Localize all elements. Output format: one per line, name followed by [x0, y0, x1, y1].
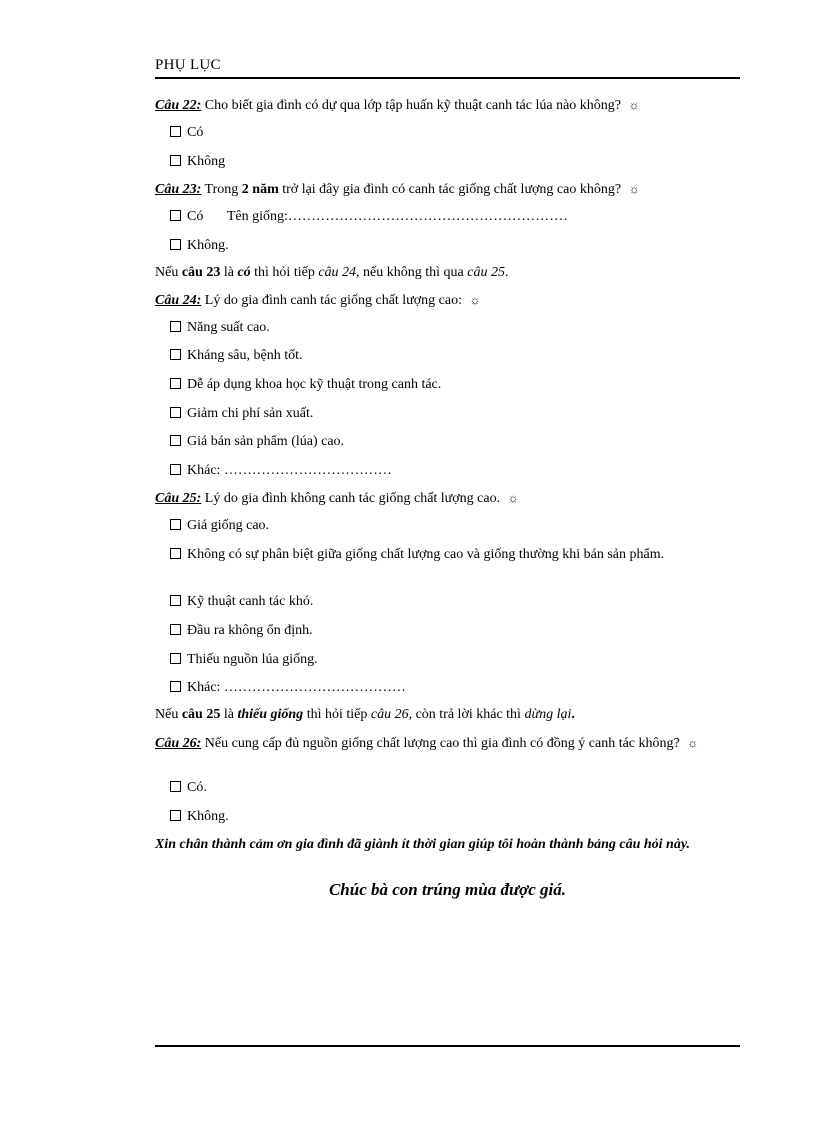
option-label: Giảm chi phí sản xuất. [187, 406, 314, 421]
option-label: Không [187, 154, 226, 169]
option-label: Khác: ……………………………… [187, 463, 392, 478]
option-label: Có [187, 125, 204, 140]
question-22 [155, 96, 740, 115]
option-label: Có. [187, 780, 207, 795]
note-text: là [223, 265, 234, 280]
option-label: Năng suất cao. [187, 320, 270, 335]
variety-name-field[interactable]: Tên giống:…………………………………………………… [226, 209, 568, 224]
note-text: có [237, 265, 251, 280]
question-24 [155, 291, 740, 310]
q25-option[interactable] [170, 622, 313, 640]
footer-rule [155, 1045, 740, 1047]
note-text: thì hỏi tiếp [306, 707, 368, 722]
note-text: thì hỏi tiếp [254, 265, 315, 280]
q22-option-khong[interactable] [170, 153, 225, 171]
q25-option[interactable] [170, 593, 313, 611]
checkbox-icon[interactable] [170, 653, 181, 664]
note-text: câu 25 [467, 265, 505, 280]
checkbox-icon[interactable] [170, 239, 181, 250]
checkbox-icon[interactable] [170, 435, 181, 446]
q24-option[interactable] [170, 347, 302, 365]
option-label: Khác: ………………………………… [187, 680, 406, 695]
checkbox-icon[interactable] [170, 624, 181, 635]
sun-marker-icon: ☼ [469, 293, 481, 307]
thank-you-note: Xin chân thành cảm ơn gia đình đã giành ít thời gian giúp tôi hoàn thành bảng câu hỏi này. [155, 837, 691, 852]
option-label: Thiếu nguồn lúa giống. [187, 652, 318, 667]
question-22-text: Cho biết gia đình có dự qua lớp tập huấn kỹ thuật canh tác lúa nào không? [204, 98, 622, 113]
q24-option[interactable] [170, 376, 441, 394]
closing-wish: Chúc bà con trúng mùa được giá. [328, 880, 567, 899]
option-label: Có [187, 209, 204, 224]
q25-option[interactable] [170, 517, 269, 535]
checkbox-icon[interactable] [170, 595, 181, 606]
q25-option[interactable] [170, 651, 318, 669]
checkbox-icon[interactable] [170, 519, 181, 530]
checkbox-icon[interactable] [170, 407, 181, 418]
header-rule [155, 77, 740, 79]
note-text: dừng lại [524, 707, 572, 722]
option-label: Không. [187, 238, 229, 253]
question-26 [155, 734, 740, 753]
question-24-label: Câu 24: [155, 293, 202, 308]
question-25-text: Lý do gia đình không canh tác giống chất lượng cao. [204, 491, 501, 506]
q25-option[interactable] [155, 546, 740, 564]
q23-option-co[interactable] [170, 208, 568, 226]
option-label: Giá bán sản phẩm (lúa) cao. [187, 434, 345, 449]
checkbox-icon[interactable] [170, 548, 181, 559]
checkbox-icon[interactable] [170, 349, 181, 360]
option-label: Kháng sâu, bệnh tốt. [187, 348, 303, 363]
question-23-emphasis: 2 năm [241, 182, 279, 197]
q25-option-other[interactable] [170, 679, 406, 697]
note-text: câu 24 [318, 265, 357, 280]
checkbox-icon[interactable] [170, 210, 181, 221]
note-text: câu 25 [181, 707, 221, 722]
question-24-text: Lý do gia đình canh tác giống chất lượng cao: [204, 293, 462, 308]
question-22-label: Câu 22: [155, 98, 202, 113]
note-text: là [223, 707, 234, 722]
question-25 [155, 489, 740, 508]
question-26-label: Câu 26: [155, 736, 202, 751]
note-text: . [504, 265, 509, 280]
option-label: Giá giống cao. [187, 518, 270, 533]
q26-option-khong[interactable] [170, 808, 229, 826]
q24-option-other[interactable] [170, 462, 392, 480]
option-label: Dễ áp dụng khoa học kỹ thuật trong canh tác. [187, 377, 442, 392]
checkbox-icon[interactable] [170, 681, 181, 692]
checkbox-icon[interactable] [170, 464, 181, 475]
sun-marker-icon: ☼ [628, 98, 640, 112]
skip-instruction-2 [155, 706, 740, 724]
note-text: Nếu [155, 265, 179, 280]
sun-marker-icon: ☼ [507, 491, 519, 505]
note-text: , còn trả lời khác thì [408, 707, 521, 722]
question-23 [155, 180, 740, 199]
sun-marker-icon: ☼ [687, 736, 699, 750]
q24-option[interactable] [170, 405, 313, 423]
q23-option-khong[interactable] [170, 237, 229, 255]
note-text: câu 26 [370, 707, 409, 722]
skip-instruction-1 [155, 264, 740, 282]
question-23-text: Trong [204, 182, 239, 197]
q24-option[interactable] [170, 433, 344, 451]
question-26-text: Nếu cung cấp đủ nguồn giống chất lượng cao thì gia đình có đồng ý canh tác không? [204, 736, 680, 751]
checkbox-icon[interactable] [170, 321, 181, 332]
note-text: , nếu không thì qua [356, 265, 464, 280]
checkbox-icon[interactable] [170, 810, 181, 821]
option-label: Không. [187, 809, 229, 824]
q26-option-co[interactable] [170, 779, 207, 797]
checkbox-icon[interactable] [170, 155, 181, 166]
question-23-text-rest: trở lại đây gia đình có canh tác giống chất lượng cao không? [282, 182, 622, 197]
option-label: Đầu ra không ổn định. [187, 623, 313, 638]
question-23-label: Câu 23: [155, 182, 202, 197]
q22-option-co[interactable] [170, 124, 203, 142]
option-label: Kỹ thuật canh tác khó. [187, 594, 314, 609]
q24-option[interactable] [170, 319, 270, 337]
checkbox-icon[interactable] [170, 378, 181, 389]
note-text: thiếu giống [237, 707, 304, 722]
checkbox-icon[interactable] [170, 781, 181, 792]
question-25-label: Câu 25: [155, 491, 202, 506]
page-header-title: PHỤ LỤC [155, 57, 221, 73]
note-text: Nếu [155, 707, 179, 722]
option-label: Không có sự phân biệt giữa giống chất lượng cao và giống thường khi bán sản phẩm. [187, 547, 665, 562]
note-text: . [571, 707, 575, 722]
checkbox-icon[interactable] [170, 126, 181, 137]
sun-marker-icon: ☼ [628, 182, 640, 196]
note-text: câu 23 [181, 265, 221, 280]
